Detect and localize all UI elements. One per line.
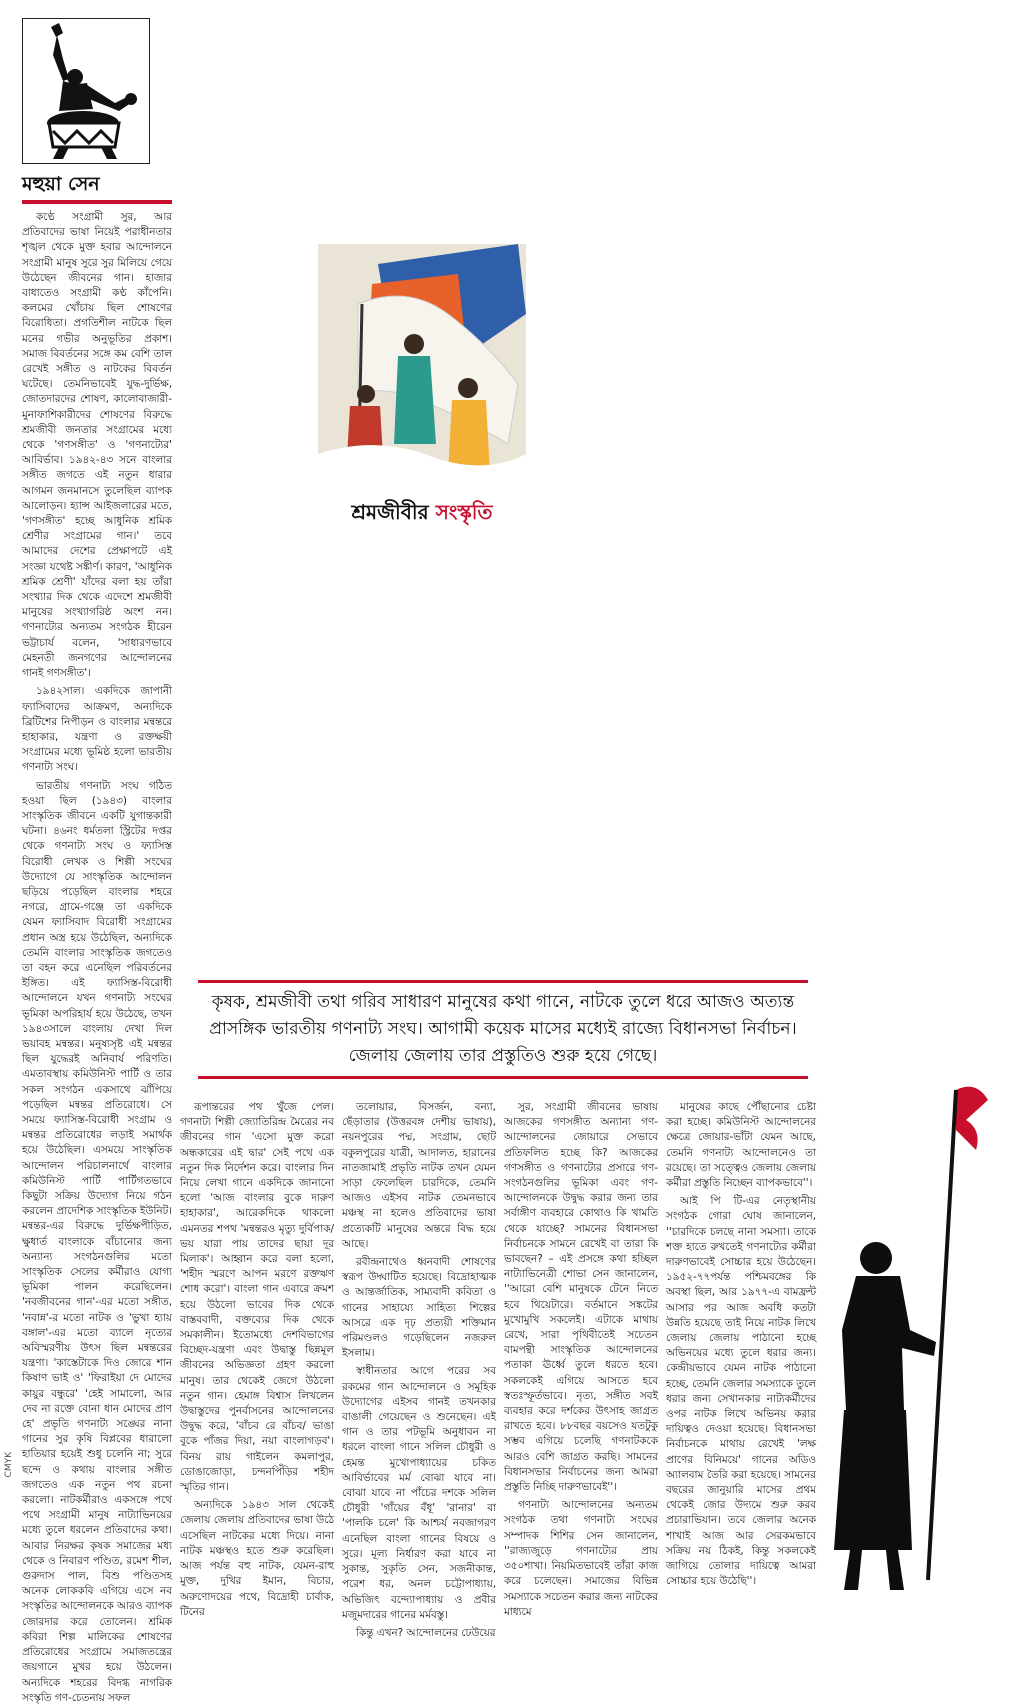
poster-illustration	[318, 244, 526, 532]
paragraph: আই পি টি-এর নেতৃস্থানীয় সংগঠক গোরা ঘোষ জানালেন, ''চারদিকে চলছে নানা সমস্যা। তাকে শক্ত হাতে রুখতেই গণনাট্যের কর্মীরা দারুণভাবেই সোচ্চার হয়ে উঠেছেন। ১৯৫২-৭৭পর্যন্ত পশ্চিমবঙ্গের কি অবস্থা ছিল, আর ১৯৭৭-এ বামফ্রন্ট আসার পর আজ অবধি কতটা উন্নতি হয়েছে তাই নিয়ে নাটক লিখে জেলায় জেলায় পাঠানো হচ্ছে অভিনয়ের মধ্যে তুলে ধরার জন্য। কেন্দ্রীয়ভাবে যেমন নাটক পাঠানো হচ্ছে, তেমনি জেলার সমস্যাকে তুলে ধরার জন্য সেখানকার নাট্যকর্মীদের ওপর নাটক লিখে অভিনয় করার দায়িত্বও দেওয়া হয়েছে। বিধানসভা নির্বাচনকে মাথায় রেখেই 'লক্ষ প্রাণের বিনিময়ে' গানের অডিও অ্যালবাম তৈরি করা হয়েছে। সামনের বছরের জানুয়ারি মাসের প্রথম থেকেই জোর উদ্যমে শুরু করব প্রচারাভিযান। তবে জেলার অনেক শাখাই আজ আর সেরকমভাবে সক্রিয় নয় ঠিকই, কিন্তু সকলকেই জাগিয়ে তোলার দায়িত্বে আমরা সোচ্চার হয়ে উঠেছি''।	[666, 1195, 816, 1588]
author-byline: মহুয়া সেন	[22, 173, 100, 195]
pull-quote	[198, 980, 808, 1079]
paragraph: রবীন্দ্রনাথেও ধ্বনবাদী শোষণের স্বরূপ উদ্ঘাটিত হয়েছে। বিদ্রোহাত্মক ও আন্তর্জাতিক, সাম্যবাদী কবিতা ও গানের সাহায্যে সাহিত্য শিল্পের আসরে এক দৃঢ় প্রত্যয়ী শক্তিমান পরিমণ্ডলও গড়েছিলেন নজরুল ইসলাম।	[342, 1256, 496, 1360]
logo-illustration	[22, 18, 150, 164]
poster-title	[318, 498, 526, 531]
paragraph: মানুষের কাছে পৌঁছানোর চেষ্টা করা হচ্ছে। কমিউনিস্ট আন্দোলনের ক্ষেত্রে জোয়ার-ভাঁটা যেমন আছে, তেমনি গণনাট্য আন্দোলনেও তা রয়েছে। তা সত্ত্বেও জেলায় জেলায় কর্মীরা প্রস্তুতি নিচ্ছেন ব্যাপকভাবে''।	[666, 1101, 816, 1190]
flag-bearer-figure	[806, 1080, 1006, 1600]
paragraph: ১৯৪২সাল। একদিকে জাপানী ফ্যাসিবাদের আক্রমণ, অন্যদিকে ব্রিটিশের নিপীড়ন ও বাংলার মন্বন্তরে হাহাকার, যন্ত্রণা ও রক্তক্ষয়ী সংগ্রামের মধ্যে ভূমিষ্ঠ হলো ভারতীয় গণনাট্য সংঘ।	[22, 685, 172, 774]
author-rule	[22, 200, 172, 204]
paragraph: কিন্তু এখন? আন্দোলনের ঢেউয়ের	[356, 1626, 496, 1639]
article-column-4	[504, 1100, 658, 1618]
silhouette-flag-icon	[806, 1080, 1006, 1600]
paragraph: অন্যদিকে ১৯৪৩ সাল থেকেই জেলায় জেলায় প্রতিবাদের ভাষা উঠে এসেছিল নাটকের মধ্যে দিয়ে। নানা নাটক মঞ্চস্থও হতে শুরু করেছিল। আজ পর্যন্ত বহু নাটক, যেমন-রাহু মুক্ত, দুখির ইমান, বিচার, অরুণোদয়ের পথে, বিদ্রোহী চার্বাক, টিনের	[180, 1499, 334, 1618]
pull-quote-text: কৃষক, শ্রমজীবী তথা গরিব সাধারণ মানুষের কথা গানে, নাটকে তুলে ধরে আজও অত্যন্ত প্রাসঙ্গিক ভারতীয় গণনাট্য সংঘ। আগামী কয়েক মাসের মধ্যেই রাজ্যে বিধানসভা নির্বাচন। জেলায় জেলায় তার প্রস্তুতিও শুরু হয়ে গেছে।	[209, 992, 797, 1066]
paragraph: ভারতীয় গণনাট্য সংঘ গঠিত হওয়া ছিল (১৯৪৩) বাংলার সাংস্কৃতিক জীবনে একটি যুগান্তকারী ঘটনা। ৪৬নং ধর্মতলা স্ট্রিটের দপ্তর থেকে গণনাট্য সংঘ ও ফ্যাসিস্ত বিরোধী লেখক ও শিল্পী সংঘের উদ্যোগে যে সাংস্কৃতিক আন্দোলন ছড়িয়ে পড়েছিল বাংলার শহরে নগরে, গ্রামে-গঞ্জে তা একদিকে যেমন ফ্যাসিবাদ বিরোধী সংগ্রামের প্রধান অস্ত্র হয়ে উঠেছিল, অন্যদিকে তেমনি বাংলার সাংস্কৃতিক জগতেও তা বহন করে এনেছিল পরিবর্তনের ইঙ্গিত। এই ফ্যাসিস্ত-বিরোধী আন্দোলনে যখন গণনাট্য সংঘের ভূমিকা অপরিহার্য হয়ে উঠেছে, তখন ১৯৪৩সালে বাংলায় দেখা দিল ভয়াবহ মন্বন্তর। মনুষ্যসৃষ্ট এই মন্বন্তর ছিল যুদ্ধেরই অনিবার্য পরিণতি। এমতাবস্থায় কমিউনিস্ট পার্টি ও তার সকল সংগঠন একসাথে ঝাঁপিয়ে পড়েছিল মন্বন্তর প্রতিরোধে। সে সময়ে ফ্যাসিস্ত-বিরোধী সংগ্রাম ও মন্বন্তর প্রতিরোধের লড়াই সমার্থক হয়ে উঠেছিল। এসময়ে সাংস্কৃতিক আন্দোলন পরিচালনার্থে বাংলার কমিউনিস্ট পার্টি পার্টিগতভাবে কিছুটা সক্রিয় উদ্যোগ নিয়ে গঠন করলেন প্রাদেশিক সাংস্কৃতিক ইউনিট। মন্বন্তর-এর বিরুদ্ধে দুর্ভিক্ষপীড়িত, ক্ষুধার্ত বাংলাকে বাঁচানোর জন্য অন্যান্য সংগঠনগুলির মতো সাংস্কৃতিক সেলের কর্মীরাও যোগ্য ভূমিকা পালন করেছিলেন। 'নবজীবনের গান'-এর মতো সঙ্গীত, 'নবান্ন'-র মতো নাটক ও 'ভুখা হ্যায় বঙ্গাল'-এর মতো ব্যালে নৃত্যের অবিস্মরণীয় উৎস ছিল মন্বন্তরের যন্ত্রণা। 'কাস্তেটাকে দিও জোরে শান কিষাণ ভাই ও' 'ফিরাইয়া দে মোদের কায়ুর বন্ধুরে' 'হেই সামালো, আর দেব না রক্তে বোনা ধান মোদের প্রাণ হে' প্রভৃতি গণনাট্য সঙ্ঘের নানা গানের সুর কৃষি বিপ্লবের ধারালো হাতিয়ার হয়েই শুধু চলেনি না; সুরে ছন্দে ও কথায় বাংলার সঙ্গীত জগতেও এক নতুন পথ রচনা করলো। নাটকর্মীরাও একসঙ্গে পথে পথে সংগ্রামী মানুষ নাট্যাভিনয়ের মধ্যে তুলে ধরলেন প্রতিবাদের কথা। আবার নিরক্ষর কৃষক সমাজের মধ্য থেকে ও নিবারণ পণ্ডিত, রমেশ শীল, গুরুদাস পাল, বিশু পণ্ডিতসহ অনেক লোককবি এগিয়ে এসে নব সংস্কৃতির আন্দোলনকে আরও ব্যাপক জোরদার করে তোলেন। শ্রমিক কবিরা শিল্প মালিকের শোষণের প্রতিরোধের সংগ্রামে সমাজতন্ত্রের জয়গানে মুখর হয়ে উঠলেন। অন্যদিকে শহরের বিদগ্ধ নাগরিক সংস্কৃতি গণ-চেতনায় সফল	[22, 779, 172, 1704]
paragraph: সুর, সংগ্রামী জীবনের ভাষায় আজকের গণসঙ্গীত অন্যান্য গণ-আন্দোলনের জোয়ারে সেভাবে প্রতিফলিত হচ্ছে কি? আজকের গণসঙ্গীত ও গণনাট্যের প্রসারে গণ-সংগঠনগুলির ভূমিকা এবং গণ-আন্দোলনকে উদ্বুদ্ধ করার জন্য তার সর্বাঙ্গীণ ব্যবহারে কোথাও কি খামতি থেকে যাচ্ছে? সামনের বিধানসভা নির্বাচনকে সামনে রেখেই বা তারা কি ভাবছেন? – এই প্রসঙ্গে কথা হচ্ছিল নাট্যাভিনেত্রী শোভা সেন জানালেন, ''আরো বেশি মানুষকে টেনে নিতে হবে থিয়েটারে। বর্তমানে সঙ্কটের মুখোমুখি সকলেই। এটাকে মাথায় রেখে, সারা পৃথিবীতেই সচেতন বামপন্থী সাংস্কৃতিক আন্দোলনের পতাকা ঊর্ধ্বে তুলে ধরতে হবে। সকলকেই এগিয়ে আসতে হবে স্বতঃস্ফূর্তভাবে। নৃত্য, সঙ্গীত সবই ব্যবহার করে দর্শকের উৎসাহ জাগ্রত রাখতে হবে। ৮৮বছর বয়সেও যতটুকু সম্ভব এগিয়ে চলেছি গণনাটককে আরও বেশি জাগ্রত করছি। সামনের বিধানসভার নির্বাচনের জন্য আমরা প্রস্তুতি নিচ্ছি দারুণভাবেই''।	[504, 1101, 658, 1494]
article-column-5	[666, 1100, 816, 1598]
article-column-2	[180, 1100, 334, 1618]
paragraph: রূপান্তরের পথ খুঁজে পেল। গণনাট্য শিল্পী জ্যোতিরিন্দ্র মৈত্রের নব জীবনের গান 'এসো মুক্ত করো অন্ধকারের এই দ্বার' সেই পথে এক নতুন দিক নির্দেশন করে। বাংলার দিন নিয়ে লেখা গানে একদিকে জানানো হলো 'আজ বাংলার বুকে দারুণ হাহাকার', আরেকদিকে থাকলো এমনতর শপথ 'মন্বন্তরও মৃত্যু দুর্বিপাক/ ভয় যারা পায় তাদের ছায়া দূর মিলাক'। আহ্বান করে বলা হলো, 'শহীদ স্মরণে আপন মরণে রক্তঋণ শোধ করো'। বাংলা গান এবারে ক্রমশ হয়ে উঠলো ভাবের দিক থেকে বাস্তববাদী, বক্তব্যের দিক থেকে সমকালীন। ইতোমধ্যে দেশবিভাগের বিচ্ছেদ-যন্ত্রণা এবং উদ্বাস্তু ছিন্নমূল জীবনের অভিজ্ঞতা গ্রহণ করলো মানুষ। তার থেকেই জেগে উঠলো নতুন গান। হেমাঙ্গ বিশ্বাস লিখলেন উদ্বাস্তুদের পুনর্বাসনের আন্দোলনের উদ্বুদ্ধ করে, 'বাঁচব রে বাঁচব/ ভাঙা বুকে পাঁজর দিয়া, নয়া বাংলাগড়ব'। বিনয় রায় গাইলেন কমলাপুর, ডোঙাজোড়া, চন্দনপিঁড়ির শহীদ স্মৃতির গান।	[180, 1101, 334, 1494]
poster-title-part2: সংস্কৃতি	[435, 500, 493, 524]
paragraph: গণনাট্য আন্দোলনের অন্যতম সংগঠক তথা গণনাট্য সংঘের সম্পাদক শিশির সেন জানালেন, ''রাজ্যজুড়ে গণনাট্যের প্রায় ৩৫০শাখা। নিয়মিতভাবেই তাঁরা কাজ করে চলেছেন। সমাজের বিভিন্ন সমস্যাকে সচেতন করার জন্য নাটকের মাধ্যমে	[504, 1499, 658, 1618]
paragraph: স্বাধীনতার আগে পরের সব রকমের গান আন্দোলনে ও সমূহিক উদ্যোগের এইসব গানই তখনকার বাঙালী গেয়েছেন ও শুনেছেন। এই গান ও তার পটভূমি অনুধাবন না ধরলে বাংলা গানে সলিল চৌধুরী ও হেমন্ত মুখোপাধ্যায়ের চকিত আবির্ভাবের মর্ম বোঝা যাবে না। বোঝা যাবে না পাঁচের দশকে সলিল চৌধুরী 'গাঁয়ের বঁধূ' 'রানার' বা 'পালকি চলে' কি আশ্চর্য নবজাগরণ এনেছিল বাংলা গানের বিষয়ে ও সুরে। মূল্য নির্ধারণ করা যাবে না সুকান্ত, সুকৃতি সেন, সজনীকান্ত, পরেশ ধর, অনল চট্টোপাধ্যায়, অভিজিৎ বন্দ্যোপাধ্যায় ও প্রবীর মজুমদারের গানের মর্মবস্তু।	[342, 1365, 496, 1621]
worker-drum-icon	[23, 19, 149, 163]
article-column-3	[342, 1100, 496, 1639]
flag-bearers-icon	[318, 244, 526, 494]
paragraph: কণ্ঠে সংগ্রামী সুর, আর প্রতিবাদের ভাষা নিয়েই পরাধীনতার শৃঙ্খল থেকে মুক্ত হবার আন্দোলনে সংগ্রামী মানুষ সুরে সুর মিলিয়ে গেয়ে উঠেছেন জীবনের গান। হাজার বাধাতেও সংগ্রামী কণ্ঠ কাঁপেনি। কলমের খোঁচায় ছিল শোষণের বিরোধিতা। প্রগতিশীল নাটকে ছিল মনের গভীর অনুভূতির প্রকাশ। সমাজ বিবর্তনের সঙ্গে কম বেশি তাল রেখেই সঙ্গীত ও নাটকের বিবর্তন ঘটেছে। তেমনিভাবেই যুদ্ধ-দুর্ভিক্ষ, জোতদারদের শোষণ, কালোবাজারী-মুনাফাশিকারীদের শোষণের বিরুদ্ধে শ্রমজীবী জনতার সংগ্রামের মধ্যে থেকে 'গণসঙ্গীত' ও 'গণনাট্যের' আবির্ভাব। ১৯৪২-৪৩ সনে বাংলার সঙ্গীত জগতে এই নতুন ধারার আগমন জনমানসে তুলেছিল ব্যাপক আলোড়ন। হ্যান্স আইজলারের মতে, 'গণসঙ্গীত' হচ্ছে আধুনিক শ্রমিক শ্রেণীর সংগ্রামের গান।' তবে আমাদের দেশের প্রেক্ষাপটে এই সংজ্ঞা যথেষ্ট সঙ্কীর্ণ। কারণ, 'আধুনিক শ্রমিক শ্রেণী' যাঁদের বলা হয় তাঁরা সংখ্যার দিক থেকে এদেশে শ্রমজীবী মানুষের সংখ্যাগরিষ্ঠ অংশ নন। গণনাট্যের অন্যতম সংগঠক হীরেন ভট্টাচার্য বলেন, 'সাধারণভাবে মেহনতী জনগণের আন্দোলনের গানই গণসঙ্গীত'।	[22, 211, 172, 680]
article-column-1	[22, 210, 172, 1704]
print-margin-mark: CMYK	[4, 1452, 14, 1478]
paragraph: তলোয়ার, বিসর্জন, বন্যা, ছেঁড়াতার (উত্তরবঙ্গ দেশীয় ভাষায়), নয়নপুরের পদ্ম, সংগ্রাম, ছোট বকুলপুরের যাত্রী, আদালত, হারানের নাতজামাই প্রভৃতি নাটক তখন যেমন সাড়া ফেলেছিল চারদিকে, তেমনি আজও এইসব নাটক তেমনভাবে মঞ্চস্থ না হলেও প্রতিবাদের ভাষা প্রত্যেকটি মানুষের অন্তরে বিদ্ধ হয়ে আছে।	[342, 1101, 496, 1250]
pull-quote-bottom-rule	[198, 1076, 808, 1079]
poster-title-part1: শ্রমজীবীর	[351, 500, 429, 524]
